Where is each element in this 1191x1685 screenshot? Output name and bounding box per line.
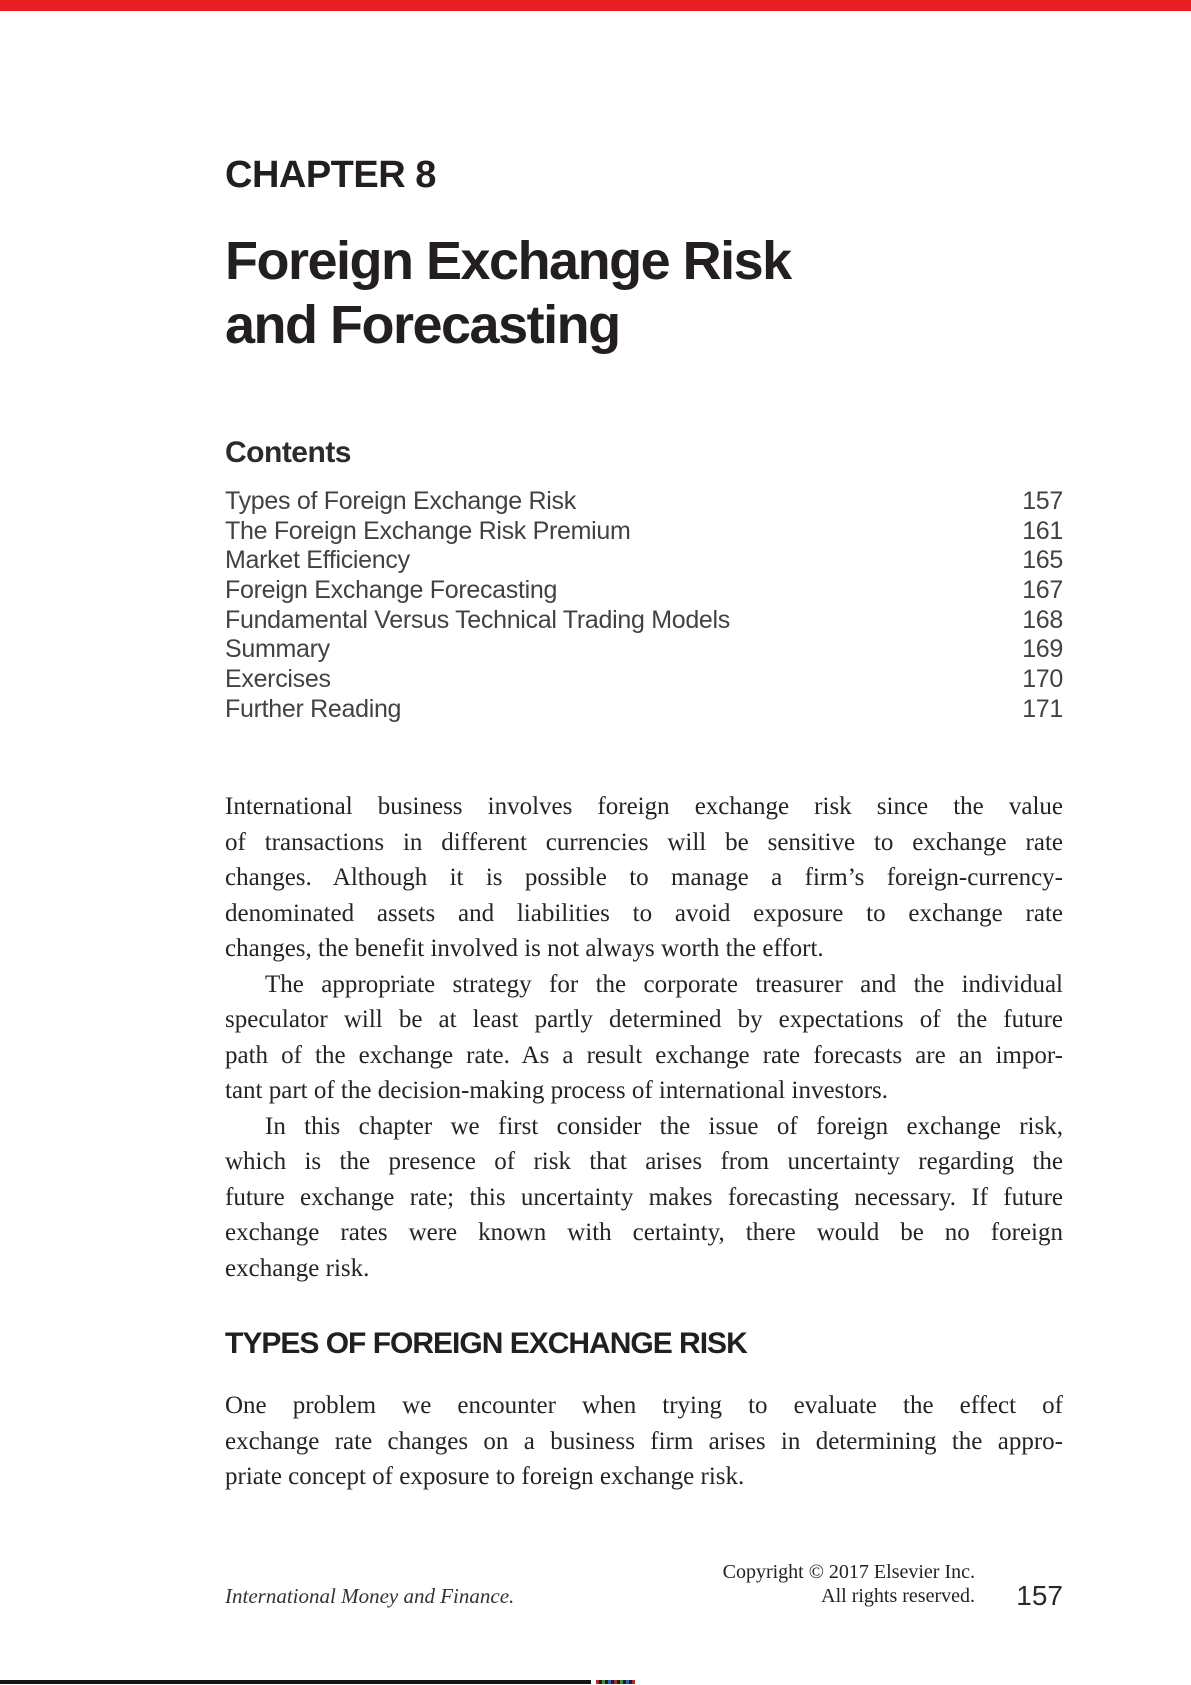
toc-entry-page: 171 xyxy=(1022,694,1063,723)
text-line: which is the presence of risk that arises from uncertainty regarding the xyxy=(225,1148,1063,1175)
chapter-title-line-2: and Forecasting xyxy=(225,295,620,355)
toc-entry-label: The Foreign Exchange Risk Premium xyxy=(225,516,631,545)
footer-copyright xyxy=(723,1560,975,1608)
scan-artifact-top-red-bar xyxy=(0,0,1191,11)
text-line: In this chapter we first consider the issue of foreign exchange risk, xyxy=(265,1112,1063,1140)
toc-entry-page: 161 xyxy=(1022,516,1063,545)
text-line: of transactions in different currencies will be sensitive to exchange rate xyxy=(225,828,1063,856)
text-line: exchange risk. xyxy=(225,1254,370,1282)
text-line: future exchange rate; this uncertainty makes forecasting necessary. If future xyxy=(225,1183,1063,1211)
toc-row xyxy=(225,576,1063,606)
table-of-contents xyxy=(225,487,1063,725)
text-line: speculator will be at least partly determined by expectations of the future xyxy=(225,1006,1063,1033)
section-body-text xyxy=(225,1388,1063,1495)
toc-entry-label: Types of Foreign Exchange Risk xyxy=(225,487,576,515)
footer-copyright-line-2: All rights reserved. xyxy=(821,1585,975,1607)
text-line: One problem we encounter when trying to evaluate the effect of xyxy=(225,1392,1063,1419)
chapter-title-line-1: Foreign Exchange Risk xyxy=(225,231,791,291)
toc-entry-label: Exercises xyxy=(225,665,331,694)
scan-artifact-bottom-black-bar xyxy=(0,1680,591,1684)
text-line: priate concept of exposure to foreign exchange risk. xyxy=(225,1463,745,1490)
chapter-label: CHAPTER 8 xyxy=(225,154,436,196)
toc-entry-page: 157 xyxy=(1022,487,1063,515)
text-line: International business involves foreign exchange risk since the value xyxy=(225,793,1063,820)
toc-entry-page: 165 xyxy=(1022,546,1063,575)
text-line: exchange rates were known with certainty, there would be no foreign xyxy=(225,1219,1063,1246)
contents-heading: Contents xyxy=(225,436,351,469)
toc-row xyxy=(225,517,1063,547)
body-text xyxy=(225,789,1063,1286)
toc-entry-page: 168 xyxy=(1022,605,1063,634)
text-line: changes. Although it is possible to manage a firm’s foreign-currency- xyxy=(225,864,1063,891)
toc-entry-label: Further Reading xyxy=(225,694,402,723)
text-line: The appropriate strategy for the corporate treasurer and the individual xyxy=(265,970,1063,998)
toc-entry-page: 170 xyxy=(1022,665,1063,694)
toc-entry-label: Foreign Exchange Forecasting xyxy=(225,576,558,605)
text-line: tant part of the decision-making process of international investors. xyxy=(225,1077,889,1104)
toc-row xyxy=(225,487,1063,517)
section-heading: TYPES OF FOREIGN EXCHANGE RISK xyxy=(225,1327,747,1360)
toc-row xyxy=(225,665,1063,695)
text-line: exchange rate changes on a business firm arises in determining the appro- xyxy=(225,1427,1063,1455)
chapter-title xyxy=(225,229,791,357)
toc-entry-page: 167 xyxy=(1022,576,1063,605)
toc-row xyxy=(225,546,1063,576)
toc-row xyxy=(225,606,1063,636)
footer-copyright-line-1: Copyright © 2017 Elsevier Inc. xyxy=(722,1561,975,1583)
toc-entry-label: Summary xyxy=(225,635,330,664)
text-line: path of the exchange rate. As a result exchange rate forecasts are an impor- xyxy=(225,1041,1063,1069)
footer-book-title: International Money and Finance. xyxy=(225,1584,515,1608)
page-number: 157 xyxy=(1016,1580,1063,1611)
toc-entry-label: Fundamental Versus Technical Trading Models xyxy=(225,605,730,634)
scan-artifact-color-strip xyxy=(596,1680,635,1684)
toc-row xyxy=(225,695,1063,725)
toc-row xyxy=(225,635,1063,665)
text-line: changes, the benefit involved is not always worth the effort. xyxy=(225,935,824,962)
text-line: denominated assets and liabilities to avoid exposure to exchange rate xyxy=(225,899,1063,927)
toc-entry-label: Market Efficiency xyxy=(225,546,410,575)
toc-entry-page: 169 xyxy=(1022,635,1063,664)
